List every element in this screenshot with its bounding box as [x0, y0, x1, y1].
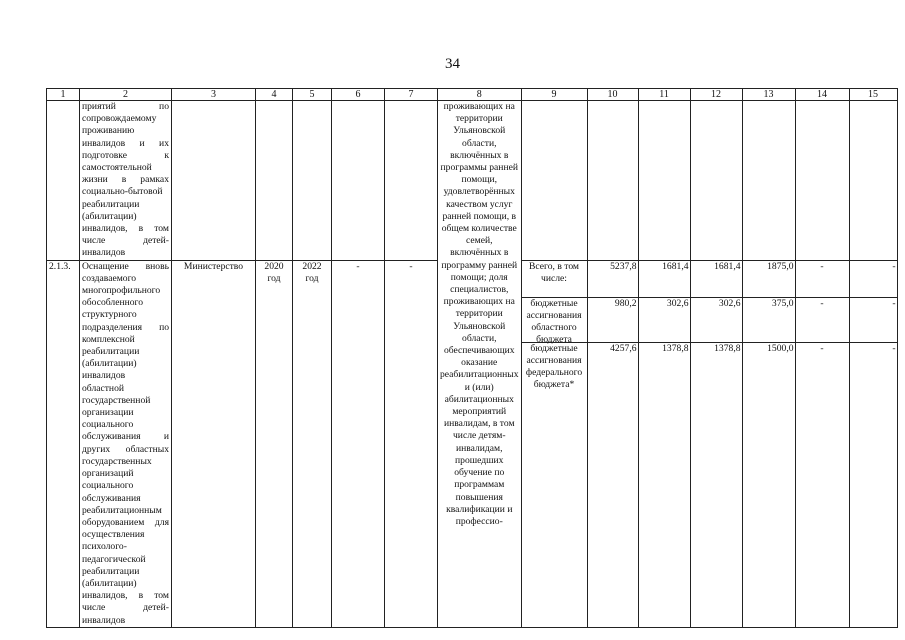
cell-empty [256, 101, 293, 261]
value-federal: 1378,8 [662, 342, 689, 354]
source-federal: бюджетные ассигнования федерального бюджета* [525, 342, 583, 391]
cell-start-year: 2020 год [256, 260, 293, 627]
value-regional: 302,6 [639, 298, 690, 343]
value-regional: 375,0 [743, 298, 795, 343]
cell-col6: - [332, 260, 385, 627]
cell-empty [293, 101, 332, 261]
value-regional: 980,2 [588, 298, 638, 343]
header-row [47, 89, 898, 101]
cell-empty [332, 101, 385, 261]
value-federal: - [892, 342, 896, 354]
cell-empty [638, 101, 690, 261]
cell-number: 2.1.3. [47, 260, 80, 627]
cell-empty [521, 101, 587, 261]
value-total: 1681,4 [639, 261, 690, 298]
header-cell: 10 [587, 89, 638, 101]
cell-col13 [742, 260, 795, 627]
header-cell: 9 [521, 89, 587, 101]
value-regional: - [850, 298, 897, 343]
value-total: 1875,0 [743, 261, 795, 298]
cell-col11 [638, 260, 690, 627]
value-federal: 1500,0 [767, 342, 794, 354]
header-cell: 7 [385, 89, 438, 101]
cell-col10 [587, 260, 638, 627]
value-federal: - [820, 342, 824, 354]
cell-empty [742, 101, 795, 261]
cell-empty [172, 101, 256, 261]
header-cell: 15 [849, 89, 897, 101]
cell-empty [587, 101, 638, 261]
cell-empty [690, 101, 742, 261]
header-cell: 13 [742, 89, 795, 101]
source-regional: бюджетные ассигнования областного бюджета [522, 298, 587, 343]
page-number: 34 [445, 56, 460, 72]
value-total: 5237,8 [588, 261, 638, 298]
value-total: - [850, 261, 897, 298]
header-cell: 2 [80, 89, 172, 101]
header-cell: 11 [638, 89, 690, 101]
header-cell: 12 [690, 89, 742, 101]
cell-col7: - [385, 260, 438, 627]
cell-measure-name: Оснащение вновь создаваемого многопрофильного обособленного структурного подразделения по комплексной реабилитации (абилитации) инвалидов областной государственной организации социального обслуживания и других областных государственных организаций социального обслуживания реабилитационным оборудованием для осуществления психолого-педагогической реабилитации (абилитации) инвалидов, в том числе детей-инвалидов [80, 260, 172, 627]
cell-empty [385, 101, 438, 261]
header-cell: 14 [795, 89, 849, 101]
cell-col15 [849, 260, 897, 627]
program-table [46, 88, 898, 628]
value-total: - [796, 261, 849, 298]
cell-measure-continued: приятий по сопровождаемому проживанию инвалидов и их подготовке к самостоятельной жизни в рамках социально-бытовой реабилитации (абилитации) инвалидов, в том числе детей-инвалидов [80, 101, 172, 261]
header-cell: 3 [172, 89, 256, 101]
table-row-continued [47, 101, 898, 261]
cell-end-year: 2022 год [293, 260, 332, 627]
cell-executor: Министерство [172, 260, 256, 627]
header-cell: 1 [47, 89, 80, 101]
cell-col12 [690, 260, 742, 627]
header-cell: 4 [256, 89, 293, 101]
value-regional: 302,6 [691, 298, 742, 343]
source-total: Всего, в том числе: [522, 261, 587, 298]
header-cell: 6 [332, 89, 385, 101]
value-total: 1681,4 [691, 261, 742, 298]
header-cell: 8 [438, 89, 522, 101]
header-cell: 5 [293, 89, 332, 101]
cell-empty [849, 101, 897, 261]
cell-indicator-text: проживающих на территории Ульяновской области, включённых в программы ранней помощи, удовлетворённых качеством услуг ранней помощи, в общем количестве семей, включённых в программу ранней помощи; доля специалистов, проживающих на территории Ульяновской области, обеспечивающих оказание реабилитационных и (или) абилитационных мероприятий инвалидам, в том числе детям-инвалидам, прошедших обучение по программам повышения квалификации и профессио- [438, 101, 522, 628]
value-regional: - [796, 298, 849, 343]
cell-col14 [795, 260, 849, 627]
value-federal: 1378,8 [714, 342, 741, 354]
cell-number-empty [47, 101, 80, 261]
cell-finance-source [521, 260, 587, 627]
cell-empty [795, 101, 849, 261]
value-federal: 4257,6 [610, 342, 637, 354]
